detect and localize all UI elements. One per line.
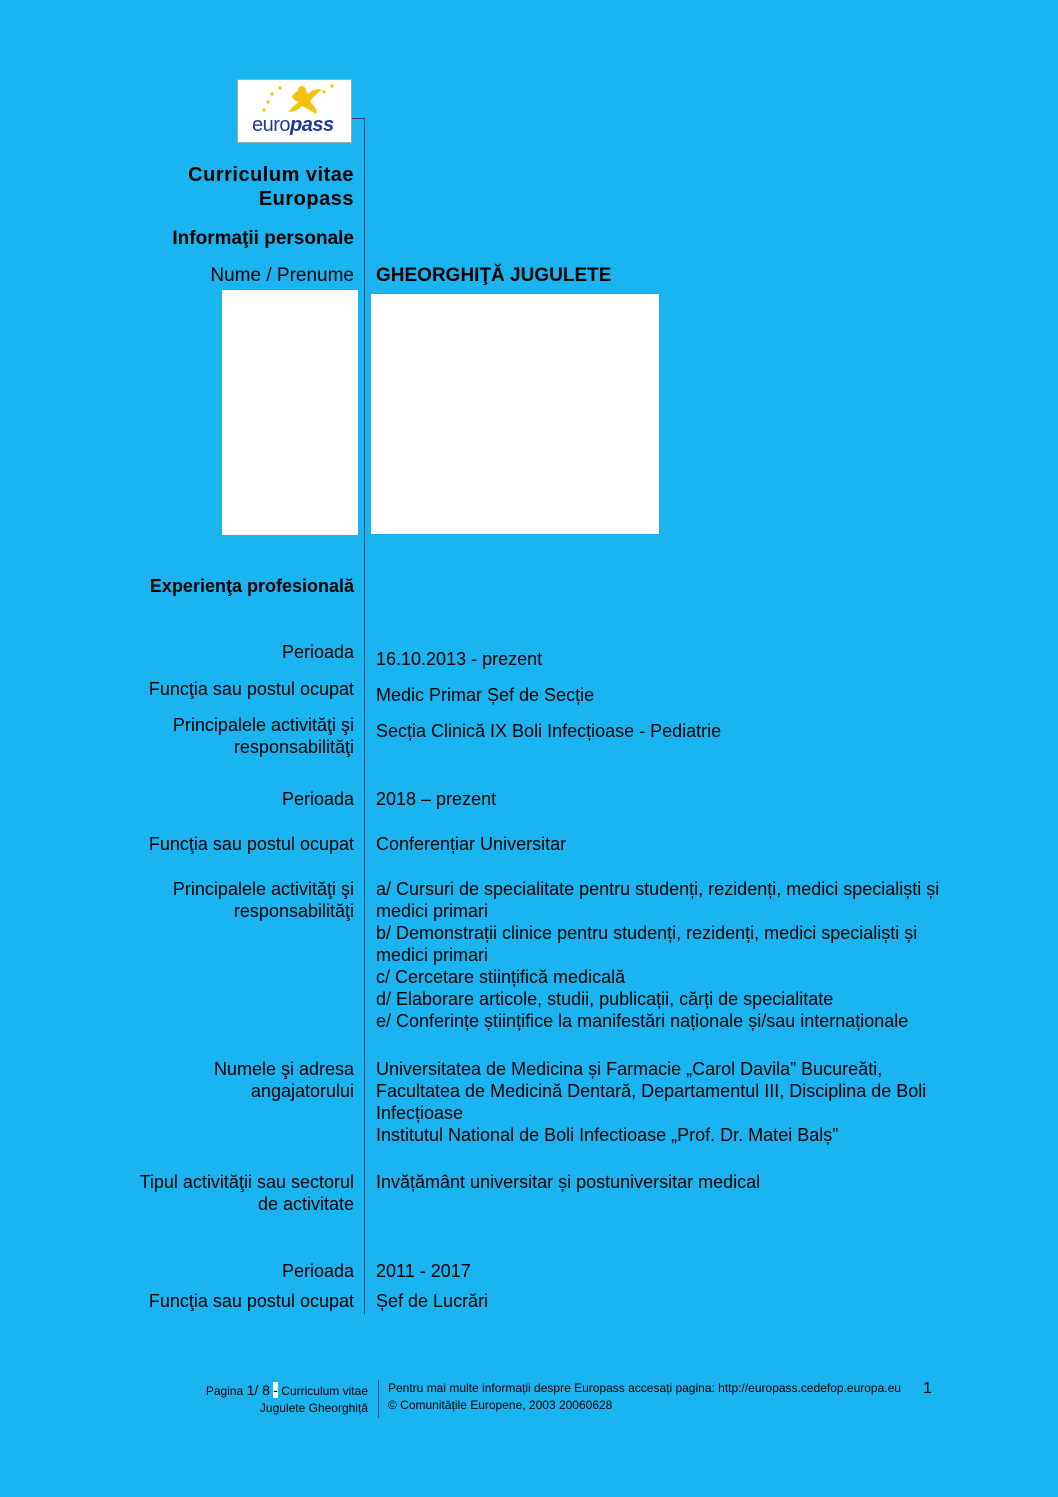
vertical-divider [364,118,365,1314]
employer-label: Numele şi adresa angajatorului [213,1059,354,1101]
period-label: Perioada [281,642,354,662]
period-value: 2011 - 2017 [376,1261,471,1281]
photo-placeholder-left [222,290,358,535]
footer-divider [378,1380,379,1418]
position-label: Funcţia sau postul ocupat [148,1291,354,1311]
europass-logo [237,79,352,143]
activities-label: Principalele activităţi şi responsabilităţi [172,879,354,921]
sector-value: Invățământ universitar și postuniversitar medical [376,1172,761,1192]
name-label: Nume / Prenume [210,265,354,286]
list-item: c/ Cercetare stiințifică medicală [376,967,626,987]
list-item: a/ Cursuri de specialitate pentru studenți, rezidenți, medici specialiști și [376,879,940,899]
photo-placeholder-right [371,294,659,534]
position-value: Conferențiar Universitar [376,834,567,854]
name-value: GHEORGHIŢĂ JUGULETE [376,265,612,286]
europass-figure-icon [258,82,338,116]
experience-heading: Experienţa profesională [149,576,354,596]
list-item: d/ Elaborare articole, studii, publicații, cărți de specialitate [376,989,834,1009]
list-item: medici primari [376,945,489,965]
list-item: e/ Conferințe științifice la manifestări naționale și/sau internaționale [376,1011,909,1031]
footer-info: Pentru mai multe informații despre Europass accesați pagina: http://europass.cedefop.europa.eu © Comunitățile Europene, 2003 20060628 [388,1381,901,1412]
employer-value: Universitatea de Medicina și Farmacie „Carol Davila” Bucureăti, Facultatea de Medicină Dentară, Departamentul III, Disciplina de Boli Infecțioase Institutul National de Boli Infectioase „Prof. Dr. Matei Balș” [376,1059,927,1145]
footer-page-number: 1 [923,1380,932,1397]
personal-info-heading: Informaţii personale [172,228,354,249]
period-label: Perioada [281,1261,354,1281]
footer-page-info: Pagina 1/ 8 - Curriculum vitae Jugulete Gheorghiță [205,1382,368,1415]
period-value: 16.10.2013 - prezent [376,649,543,669]
list-item: medici primari [376,901,489,921]
position-value: Medic Primar Șef de Secție [376,685,595,705]
activities-label: Principalele activităţi şi responsabilităţi [172,715,354,757]
logo-wordmark: europass [252,114,334,136]
period-value: 2018 – prezent [376,789,497,809]
activities-list [376,878,939,1032]
cv-title: Curriculum vitae Europass [188,164,354,210]
position-label: Funcţia sau postul ocupat [148,834,354,854]
sector-label: Tipul activităţii sau sectorul de activitate [139,1172,354,1214]
activities-value: Secția Clinică IX Boli Infecțioase - Pediatrie [376,721,722,741]
position-value: Șef de Lucrări [376,1291,489,1311]
list-item: b/ Demonstrații clinice pentru studenți, rezidenți, medici specialiști și [376,923,918,943]
position-label: Funcţia sau postul ocupat [148,679,354,699]
period-label: Perioada [281,789,354,809]
